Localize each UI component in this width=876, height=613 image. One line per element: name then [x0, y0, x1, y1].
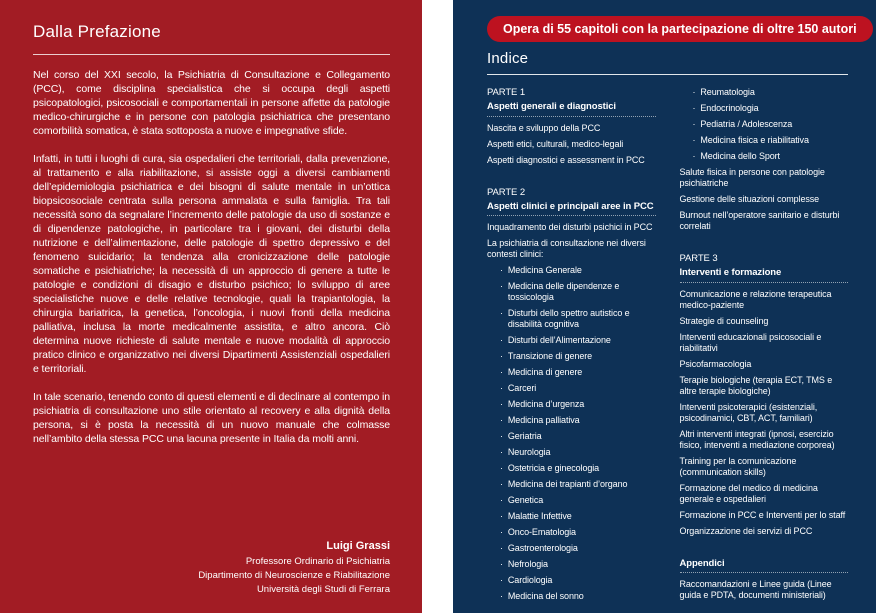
index-bullet-entry: [680, 135, 849, 146]
bullet-dot-icon: ·: [692, 151, 696, 161]
index-entry: Burnout nell’operatore sanitario e disturbi correlati: [679, 210, 840, 231]
index-entry: Inquadramento dei disturbi psichici in PCC: [487, 222, 653, 232]
index-entry: Raccomandazioni e Linee guida (Linee guida e PDTA, documenti ministeriali): [679, 579, 832, 600]
bullet-dot-icon: ·: [500, 281, 503, 291]
index-entry-label: Carceri: [507, 383, 537, 393]
bullet-dot-icon: ·: [500, 575, 503, 585]
bullet-dot-icon: ·: [500, 527, 503, 537]
bullet-dot-icon: ·: [500, 591, 503, 601]
index-spacer: [487, 171, 656, 187]
bullet-dot-icon: ·: [500, 495, 503, 505]
index-entry: Strategie di counseling: [679, 315, 769, 326]
index-bullet-entry: [680, 87, 849, 98]
index-bullet-entry: [680, 151, 849, 162]
index-entry-label: Reumatologia: [700, 87, 755, 97]
index-bullet-entry: [487, 308, 656, 330]
index-entry-label: Disturbi dell’Alimentazione: [507, 335, 611, 345]
index-bullet-entry: [487, 383, 656, 394]
index-column-2: [680, 87, 849, 607]
index-entry-label: Transizione di genere: [507, 351, 593, 361]
index-entry-label: Endocrinologia: [700, 103, 759, 113]
index-entry-label: Medicina del sonno: [507, 591, 584, 601]
index-entry: La psichiatria di consultazione nei diversi contesti clinici:: [487, 238, 646, 259]
bullet-dot-icon: ·: [500, 399, 503, 409]
index-bullet-entry: [487, 527, 656, 538]
index-entry-label: Medicina Generale: [507, 265, 582, 275]
bullet-dot-icon: ·: [500, 383, 503, 393]
preface-body: [33, 68, 390, 460]
index-section-heading: Appendici: [680, 558, 849, 574]
preface-title: Dalla Prefazione: [33, 22, 161, 41]
index-entry: Formazione in PCC e Interventi per lo staff: [679, 509, 846, 520]
index-entry-label: Medicina dei trapianti d’organo: [507, 479, 628, 489]
signature-line: Università degli Studi di Ferrara: [256, 584, 390, 595]
index-entry: Nascita e sviluppo della PCC: [487, 122, 601, 133]
bullet-dot-icon: ·: [500, 479, 503, 489]
index-spacer: [680, 237, 849, 253]
index-column-1: [487, 87, 656, 607]
index-entry: Interventi educazionali psicosociali e riabilitativi: [679, 331, 822, 353]
authors-banner: Opera di 55 capitoli con la partecipazione di oltre 150 autori: [487, 16, 873, 42]
index-bullet-entry: [487, 281, 656, 303]
index-entry-label: Medicina d’urgenza: [507, 399, 585, 409]
bullet-dot-icon: ·: [500, 367, 503, 377]
index-entry: Comunicazione e relazione terapeutica medico-paziente: [679, 288, 832, 310]
index-spacer: [680, 542, 849, 558]
index-bullet-entry: [487, 543, 656, 554]
preface-paragraph: Nel corso del XXI secolo, la Psichiatria di Consultazione e Collegamento (PCC), come disciplina specialistica che si occupa degli aspetti psicopatologici, psicosociali e comportamentali in persone affette da patologie medico-chirurgiche e in persone con patologia psichiatrica che presentano comorbilità somatica, è stata sottoposta a nuove e impegnative sfide.: [33, 69, 390, 137]
signature-line: Dipartimento di Neuroscienze e Riabilitazione: [198, 570, 390, 581]
index-bullet-entry: [487, 399, 656, 410]
signature-name: Luigi Grassi: [326, 540, 390, 552]
index-bullet-entry: [680, 119, 849, 130]
index-section-heading: Interventi e formazione: [680, 267, 849, 283]
signature-block: [33, 539, 390, 597]
index-bullet-entry: [487, 265, 656, 276]
preface-page: [0, 0, 422, 613]
bullet-dot-icon: ·: [500, 463, 503, 473]
index-bullet-entry: [487, 431, 656, 442]
index-bullet-entry: [487, 495, 656, 506]
bullet-dot-icon: ·: [500, 265, 503, 275]
index-entry-label: Medicina dello Sport: [700, 151, 780, 161]
index-entry-label: Onco-Ematologia: [507, 527, 576, 537]
index-bullet-entry: [487, 575, 656, 586]
index-entry-label: Disturbi dello spettro autistico e disabilità cognitiva: [507, 308, 630, 329]
index-entry: Altri interventi integrati (ipnosi, esercizio fisico, interventi a mediazione corporea): [679, 428, 835, 450]
bullet-dot-icon: ·: [500, 447, 503, 457]
bullet-dot-icon: ·: [500, 415, 503, 425]
index-title: Indice: [487, 50, 529, 67]
bullet-dot-icon: ·: [500, 543, 503, 553]
index-bullet-entry: [487, 591, 656, 602]
index-bullet-entry: [487, 447, 656, 458]
index-entry-label: Neurologia: [507, 447, 551, 457]
index-page: [453, 0, 876, 613]
index-entry-label: Medicina fisica e riabilitativa: [700, 135, 809, 145]
index-entry-label: Medicina palliativa: [507, 415, 580, 425]
index-entry-label: Geriatria: [507, 431, 542, 441]
index-entry: Psicofarmacologia: [679, 358, 752, 369]
index-entry-label: Cardiologia: [507, 575, 553, 585]
index-entry-label: Genetica: [507, 495, 544, 505]
index-entry-label: Malattie Infettive: [507, 511, 572, 521]
index-bullet-entry: [487, 511, 656, 522]
index-entry: Salute fisica in persone con patologie psichiatriche: [679, 167, 825, 188]
index-bullet-entry: [487, 559, 656, 570]
index-entry-label: Nefrologia: [507, 559, 548, 569]
index-entry: Aspetti etici, culturali, medico-legali: [487, 138, 624, 149]
bullet-dot-icon: ·: [500, 335, 503, 345]
index-entry: Terapie biologiche (terapia ECT, TMS e altre terapie biologiche): [679, 374, 833, 396]
bullet-dot-icon: ·: [692, 135, 696, 145]
preface-paragraph: Infatti, in tutti i luoghi di cura, sia ospedalieri che territoriali, dalla prevenzione, al trattamento e alla riabilitazione, si assiste oggi a diversi cambiamenti dell’epidemiologia psichiatrica e dei bisogni di salute mentale in un’ottica biopsicosociale centrata sulla persona ammalata e sulla famiglia. Tra tali necessità sono da segnalare l’incremento delle patologie da uso di sostanze e di dipendenze patologiche, in particolare tra i giovani, dei disturbi della nutrizione e dell’alimentazione, delle patologie di spettro depressivo e del fenomeno suicidario; la tendenza alla cronicizzazione delle patologie somatiche e psichiatriche; la necessità di un approccio di genere a tutte le patologie e condizioni di disagio e disturbo psichico; lo sviluppo di aree specialistiche nuove e delle relative tecnologie, quali la trapiantologia, la chirurgia bariatrica, la genetica, l’oncologia, i nuovi fronti della medicina palliativa, inclusa la morte medicalmente assistita, e altro ancora. Ciò determina nuove richieste di salute mentale e nuove modalità di approccio pratico clinico e organizzativo nei diversi Dipartimenti Assistenziali ospedalieri e territoriali.: [33, 153, 390, 375]
index-entry-label: Gastroenterologia: [507, 543, 578, 553]
index-bullet-entry: [487, 335, 656, 346]
index-section-heading: Aspetti generali e diagnostici: [487, 101, 656, 117]
bullet-dot-icon: ·: [500, 308, 503, 318]
bullet-dot-icon: ·: [692, 87, 696, 97]
index-part-label: PARTE 3: [679, 253, 718, 264]
index-part-label: PARTE 1: [487, 87, 526, 98]
index-bullet-entry: [487, 463, 656, 474]
index-bullet-entry: [487, 367, 656, 378]
bullet-dot-icon: ·: [500, 511, 503, 521]
signature-lines: [33, 555, 390, 597]
bullet-dot-icon: ·: [500, 431, 503, 441]
index-entry: Training per la comunicazione (communication skills): [679, 455, 797, 477]
preface-title-divider: [33, 54, 390, 55]
preface-paragraph: In tale scenario, tenendo conto di questi elementi e di declinare al contempo in psichiatria di consultazione uno stile orientato al recovery e alla dignità della persona, si è posta la necessità di un nuovo manuale che colmasse nell’ambito della stessa PCC una lacuna presente in Italia da molti anni.: [33, 391, 390, 445]
index-entry-label: Medicina delle dipendenze e tossicologia: [507, 281, 620, 302]
index-columns: [487, 87, 848, 607]
index-title-divider: [487, 74, 848, 75]
index-entry-label: Ostetricia e ginecologia: [507, 463, 600, 473]
index-entry-label: Pediatria / Adolescenza: [700, 119, 793, 129]
index-entry: Organizzazione dei servizi di PCC: [679, 525, 813, 536]
index-bullet-entry: [487, 415, 656, 426]
bullet-dot-icon: ·: [692, 103, 696, 113]
bullet-dot-icon: ·: [692, 119, 696, 129]
index-entry: Formazione del medico di medicina generale e ospedalieri: [679, 482, 818, 504]
index-section-heading: Aspetti clinici e principali aree in PCC: [487, 201, 656, 217]
index-bullet-entry: [487, 351, 656, 362]
index-entry-label: Medicina di genere: [507, 367, 583, 377]
bullet-dot-icon: ·: [500, 351, 503, 361]
index-bullet-entry: [680, 103, 849, 114]
index-entry: Interventi psicoterapici (esistenziali, psicodinamici, CBT, ACT, familiari): [679, 401, 818, 423]
index-entry: Gestione delle situazioni complesse: [679, 194, 820, 204]
index-part-label: PARTE 2: [487, 186, 526, 198]
index-entry: Aspetti diagnostici e assessment in PCC: [487, 154, 645, 165]
index-bullet-entry: [487, 479, 656, 490]
signature-line: Professore Ordinario di Psichiatria: [245, 556, 390, 567]
bullet-dot-icon: ·: [500, 559, 503, 569]
